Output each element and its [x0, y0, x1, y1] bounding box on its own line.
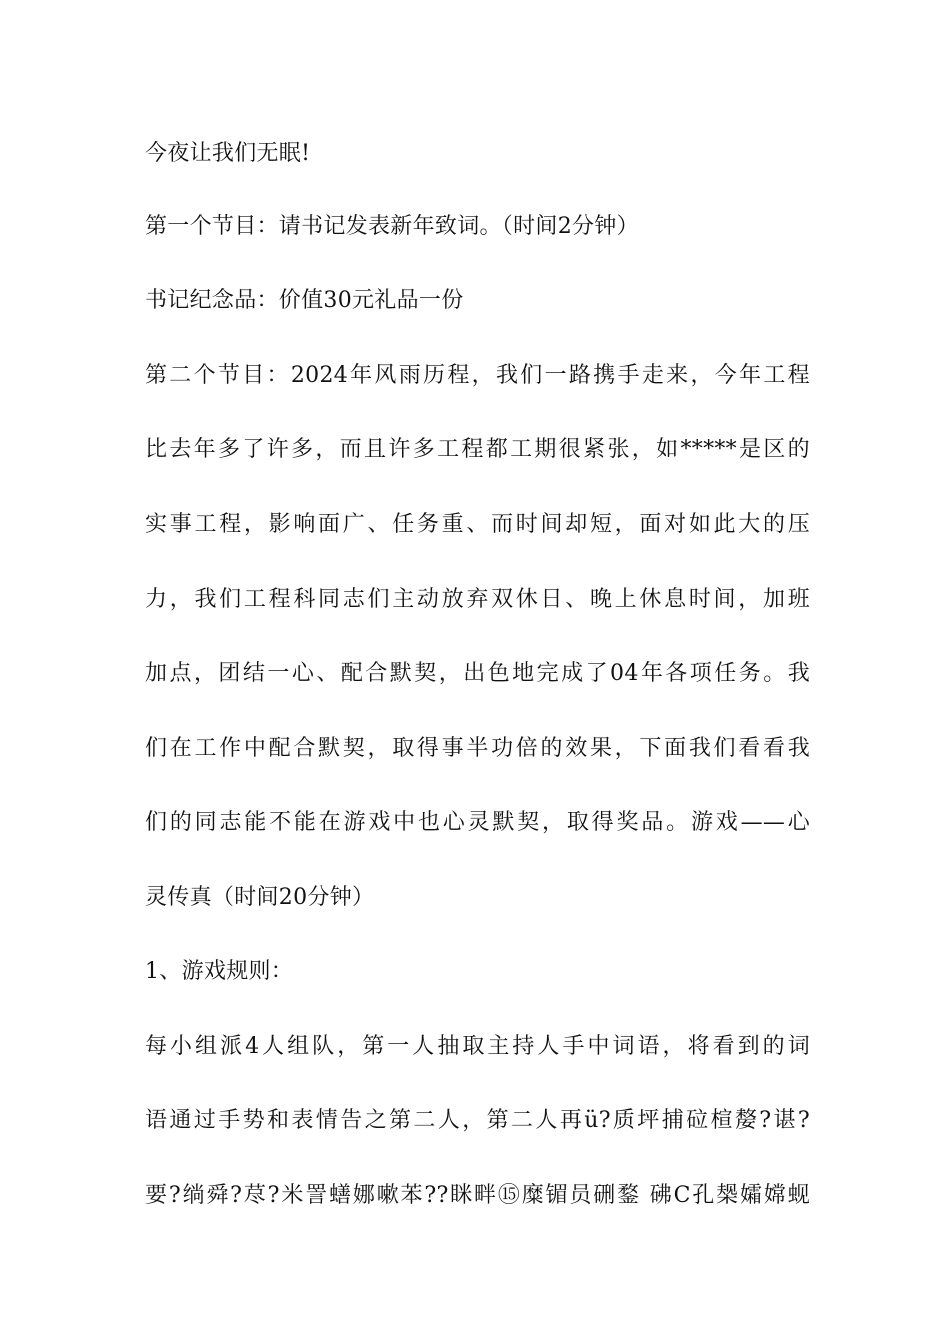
text-line-7: 力，我们工程科同志们主动放弃双休日、晚上休息时间，加班	[145, 587, 810, 612]
text-line-1: 今夜让我们无眠!	[145, 141, 311, 166]
text-line-9: 们在工作中配合默契，取得事半功倍的效果，下面我们看看我	[145, 736, 810, 761]
text-line-3: 书记纪念品：价值30元礼品一份	[145, 288, 464, 313]
text-line-4: 第二个节目：2024年风雨历程，我们一路携手走来，今年工程	[145, 363, 810, 388]
text-line-6: 实事工程，影响面广、任务重、而时间却短，面对如此大的压	[145, 512, 810, 537]
text-line-15: 要?绱舜?荩?米詈蟮娜嗽苯??眯畔⑮糜镅员硎鍪 砩С孔椝孀嫦蚬	[145, 1183, 810, 1208]
text-line-8: 加点，团结一心、配合默契，出色地完成了04年各项任务。我	[145, 661, 810, 686]
text-line-12: 1、游戏规则：	[145, 959, 294, 984]
text-line-10: 们的同志能不能在游戏中也心灵默契，取得奖品。游戏——心	[145, 810, 810, 835]
text-line-2: 第一个节目：请书记发表新年致词。（时间2分钟）	[145, 214, 639, 239]
text-line-13: 每小组派4人组队，第一人抽取主持人手中词语，将看到的词	[145, 1034, 810, 1059]
text-line-14: 语通过手势和表情告之第二人，第二人再ü?质坪捕砬楦嫠?谌?	[145, 1108, 810, 1133]
text-line-5: 比去年多了许多，而且许多工程都工期很紧张，如*****是区的	[145, 437, 810, 462]
text-line-11: 灵传真（时间20分钟）	[145, 885, 375, 910]
